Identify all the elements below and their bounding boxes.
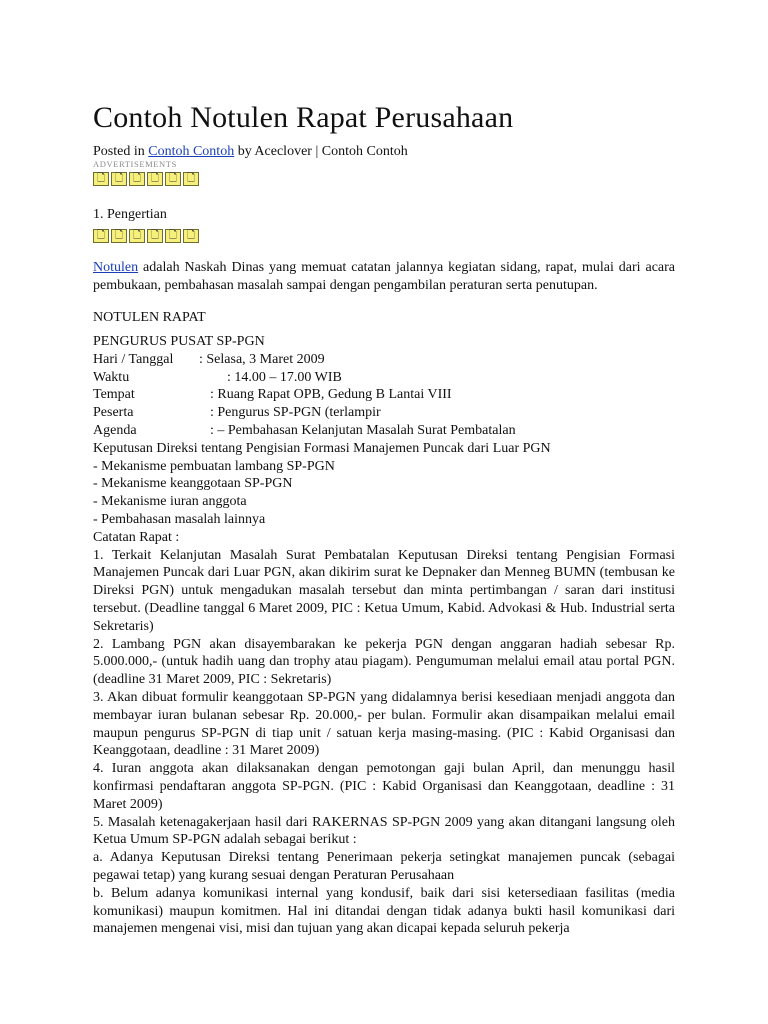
definition-paragraph bbox=[93, 259, 675, 295]
category-link[interactable]: Contoh Contoh bbox=[148, 144, 235, 159]
broken-image-icon[interactable]: 🗋 bbox=[111, 229, 127, 243]
notulen-link[interactable]: Notulen bbox=[93, 260, 139, 275]
field-value: : Pengurus SP-PGN (terlampir bbox=[210, 405, 381, 421]
field-waktu bbox=[93, 369, 675, 387]
definition-text: adalah Naskah Dinas yang memuat catatan jalannya kegiatan sidang, rapat, mulai dari acara pembukaan, pembahasan masalah sampai dengan pengambilan peraturan serta penutupan. bbox=[93, 260, 675, 293]
field-tempat bbox=[93, 386, 675, 404]
broken-image-icon[interactable]: 🗋 bbox=[147, 172, 163, 186]
field-label: Tempat bbox=[93, 387, 135, 403]
field-value: : 14.00 – 17.00 WIB bbox=[227, 369, 342, 385]
advertisements-label: ADVERTISEMENTS bbox=[93, 159, 177, 169]
field-hari-tanggal bbox=[93, 351, 675, 369]
agenda-line: - Mekanisme iuran anggota bbox=[93, 494, 247, 510]
field-label: Hari / Tanggal bbox=[93, 351, 174, 367]
ad-image-row-1 bbox=[93, 172, 675, 186]
agenda-line: Keputusan Direksi tentang Pengisian Formasi Manajemen Puncak dari Luar PGN bbox=[93, 440, 551, 456]
note-item: 1. Terkait Kelanjutan Masalah Surat Pembatalan Keputusan Direksi tentang Pengisian Formasi Manajemen Puncak dari Luar PGN, akan dikirim surat ke Depnaker dan Menneg BUMN (tembusan ke Direksi PGN) untuk mengadukan masalah tersebut dan minta pertimbangan / saran dari institusi tersebut. (Deadline tanggal 6 Maret 2009, PIC : Ketua Umum, Kabid. Advokasi & Hub. Industrial serta Sekretaris) bbox=[93, 547, 675, 634]
catatan-rapat-label: Catatan Rapat : bbox=[93, 529, 180, 545]
note-item: b. Belum adanya komunikasi internal yang kondusif, baik dari sisi ketersediaan fasilitas (media komunikasi) maupun komitmen. Hal ini ditandai dengan tidak adanya bukti hasil komunikasi dari manajemen mengenai visi, misi dan tujuan yang akan dicapai kepada seluruh pekerja bbox=[93, 885, 675, 937]
field-value: : – Pembahasan Kelanjutan Masalah Surat Pembatalan bbox=[210, 422, 516, 438]
section-heading-pengertian: 1. Pengertian bbox=[93, 207, 167, 222]
notulen-heading: NOTULEN RAPAT bbox=[93, 310, 206, 325]
field-label: Peserta bbox=[93, 405, 134, 421]
posted-in-label: Posted in bbox=[93, 144, 149, 159]
note-item: 4. Iuran anggota akan dilaksanakan dengan pemotongan gaji bulan April, dan menunggu hasil konfirmasi pendaftaran anggota SP-PGN. (PIC : Kabid Organisasi dan Keanggotaan, deadline : 31 Maret 2009) bbox=[93, 761, 675, 812]
broken-image-icon[interactable]: 🗋 bbox=[93, 229, 109, 243]
note-item: 2. Lambang PGN akan disayembarakan ke pekerja PGN dengan anggaran hadiah sebesar Rp. 5.000.000,- (untuk hadih uang dan trophy atau piagam). Pengumuman melalui email atau portal PGN. (deadline 31 Maret 2009, PIC : Sekretaris) bbox=[93, 636, 675, 688]
broken-image-icon[interactable]: 🗋 bbox=[147, 229, 163, 243]
broken-image-icon[interactable]: 🗋 bbox=[129, 229, 145, 243]
note-item: 3. Akan dibuat formulir keanggotaan SP-PGN yang didalamnya berisi kesediaan menjadi anggota dan membayar iuran bulanan sebesar Rp. 20.000,- per bulan. Formulir akan disampaikan melalui email maupun pengurus SP-PGN di tiap unit / satuan kerja masing-masing. (PIC : Kabid Organisasi dan Keanggotaan, deadline : 31 Maret 2009) bbox=[93, 689, 675, 759]
broken-image-icon[interactable]: 🗋 bbox=[165, 229, 181, 243]
broken-image-icon[interactable]: 🗋 bbox=[129, 172, 145, 186]
agenda-line: - Pembahasan masalah lainnya bbox=[93, 511, 266, 527]
agenda-line: - Mekanisme keanggotaan SP-PGN bbox=[93, 476, 293, 492]
broken-image-icon[interactable]: 🗋 bbox=[93, 172, 109, 186]
field-value: : Selasa, 3 Maret 2009 bbox=[199, 351, 325, 367]
broken-image-icon[interactable]: 🗋 bbox=[111, 172, 127, 186]
note-item: a. Adanya Keputusan Direksi tentang Penerimaan pekerja setingkat manajemen puncak (sebagai pegawai tetap) yang kurang sesuai dengan Peraturan Perusahaan bbox=[93, 850, 675, 883]
field-agenda bbox=[93, 422, 675, 440]
note-item: 5. Masalah ketenagakerjaan hasil dari RAKERNAS SP-PGN 2009 yang akan ditangani langsung oleh Ketua Umum SP-PGN adalah sebagai berikut : bbox=[93, 814, 675, 848]
meeting-info bbox=[93, 333, 675, 938]
ad-image-row-2 bbox=[93, 229, 675, 243]
agenda-line: - Mekanisme pembuatan lambang SP-PGN bbox=[93, 458, 335, 474]
broken-image-icon[interactable]: 🗋 bbox=[183, 229, 199, 243]
field-value: : Ruang Rapat OPB, Gedung B Lantai VIII bbox=[210, 387, 452, 403]
author-category-text: by Aceclover | Contoh Contoh bbox=[234, 144, 408, 159]
field-label: Agenda bbox=[93, 422, 137, 438]
field-label: Waktu bbox=[93, 369, 130, 385]
broken-image-icon[interactable]: 🗋 bbox=[165, 172, 181, 186]
organization-name: PENGURUS PUSAT SP-PGN bbox=[93, 334, 265, 349]
post-meta bbox=[93, 144, 675, 160]
broken-image-icon[interactable]: 🗋 bbox=[183, 172, 199, 186]
article bbox=[93, 100, 675, 938]
field-peserta bbox=[93, 404, 675, 422]
page-title: Contoh Notulen Rapat Perusahaan bbox=[93, 101, 514, 134]
